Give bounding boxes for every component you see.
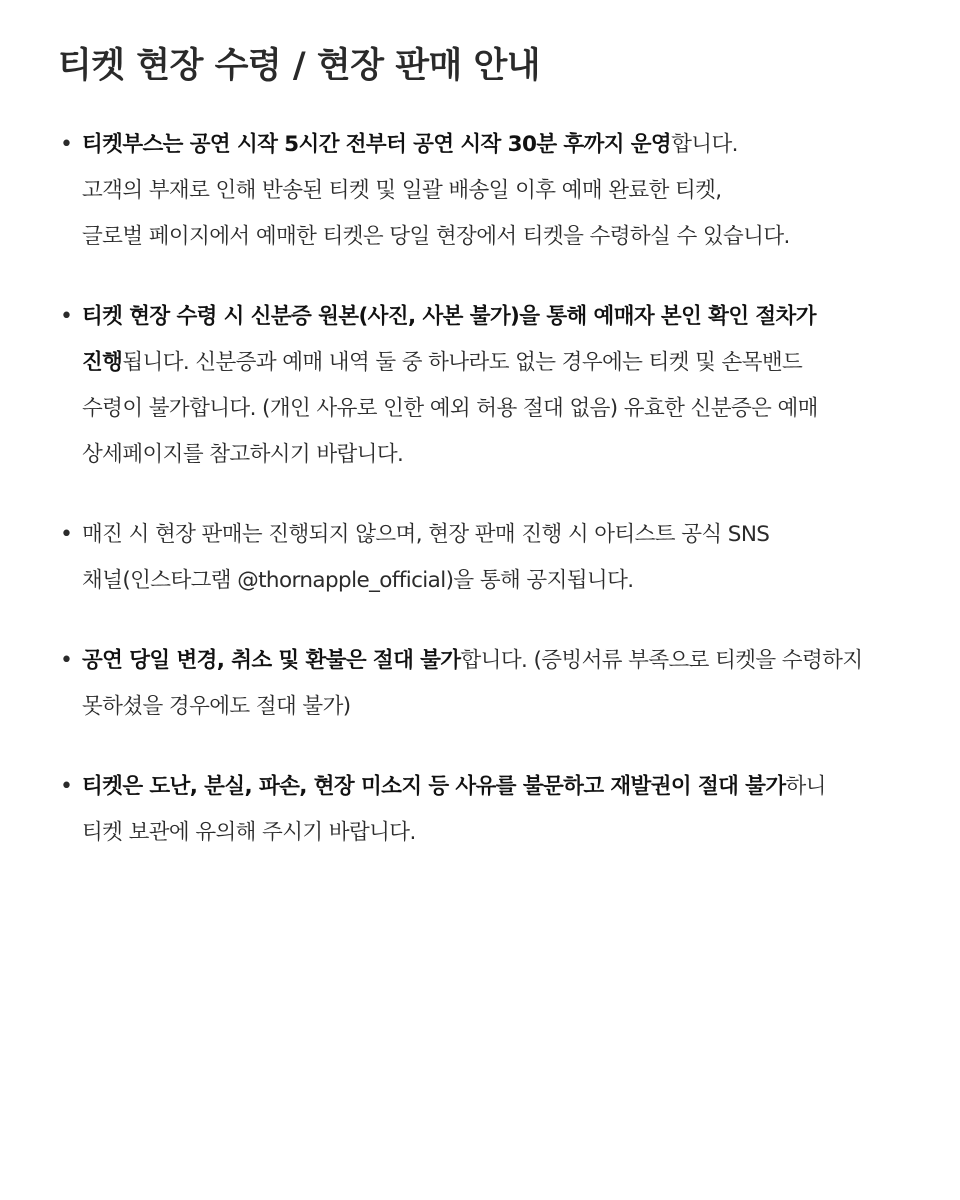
notice-line bbox=[82, 810, 920, 856]
body-text: 채널(인스타그램 @thornapple_official)을 통해 공지됩니다. bbox=[82, 568, 634, 593]
emphasis-text: 티켓은 도난, 분실, 파손, 현장 미소지 등 사유를 불문하고 재발권이 절대 불가 bbox=[82, 774, 786, 799]
notice-line bbox=[82, 432, 920, 478]
notice-line bbox=[82, 512, 920, 558]
notice-item bbox=[58, 512, 920, 604]
bullet-icon: • bbox=[60, 774, 73, 799]
bullet-icon: • bbox=[60, 648, 73, 673]
body-text: 합니다. bbox=[671, 132, 738, 157]
body-text: 고객의 부재로 인해 반송된 티켓 및 일괄 배송일 이후 예매 완료한 티켓, bbox=[82, 178, 722, 203]
notice-item bbox=[58, 294, 920, 478]
body-text: 못하셨을 경우에도 절대 불가) bbox=[82, 694, 351, 719]
emphasis-text: 티켓 현장 수령 시 신분증 원본(사진, 사본 불가)을 통해 예매자 본인 확인 절차가 bbox=[82, 304, 816, 329]
notice-item bbox=[58, 638, 920, 730]
notice-list bbox=[58, 122, 920, 856]
notice-line bbox=[82, 386, 920, 432]
body-text: 하니 bbox=[785, 774, 826, 799]
emphasis-text: 티켓부스는 공연 시작 5시간 전부터 공연 시작 30분 후까지 운영 bbox=[82, 132, 672, 157]
body-text: 합니다. (증빙서류 부족으로 티켓을 수령하지 bbox=[460, 648, 863, 673]
notice-item bbox=[58, 122, 920, 260]
notice-line bbox=[82, 214, 920, 260]
notice-line bbox=[82, 294, 920, 340]
notice-line bbox=[82, 684, 920, 730]
body-text: 매진 시 현장 판매는 진행되지 않으며, 현장 판매 진행 시 아티스트 공식 SNS bbox=[82, 522, 770, 547]
body-text: 티켓 보관에 유의해 주시기 바랍니다. bbox=[82, 820, 416, 845]
emphasis-text: 공연 당일 변경, 취소 및 환불은 절대 불가 bbox=[82, 648, 461, 673]
emphasis-text: 진행 bbox=[82, 350, 123, 375]
body-text: 상세페이지를 참고하시기 바랍니다. bbox=[82, 442, 404, 467]
notice-line bbox=[82, 122, 920, 168]
body-text: 글로벌 페이지에서 예매한 티켓은 당일 현장에서 티켓을 수령하실 수 있습니다. bbox=[82, 224, 790, 249]
notice-line bbox=[82, 558, 920, 604]
notice-line bbox=[82, 340, 920, 386]
notice-item bbox=[58, 764, 920, 856]
notice-line bbox=[82, 168, 920, 214]
bullet-icon: • bbox=[60, 522, 73, 547]
bullet-icon: • bbox=[60, 132, 73, 157]
body-text: 됩니다. 신분증과 예매 내역 둘 중 하나라도 없는 경우에는 티켓 및 손목밴드 bbox=[122, 350, 803, 375]
notice-line bbox=[82, 638, 920, 684]
body-text: 수령이 불가합니다. (개인 사유로 인한 예외 허용 절대 없음) 유효한 신분증은 예매 bbox=[82, 396, 818, 421]
page-title: 티켓 현장 수령 / 현장 판매 안내 bbox=[58, 46, 541, 86]
notice-line bbox=[82, 764, 920, 810]
bullet-icon: • bbox=[60, 304, 73, 329]
